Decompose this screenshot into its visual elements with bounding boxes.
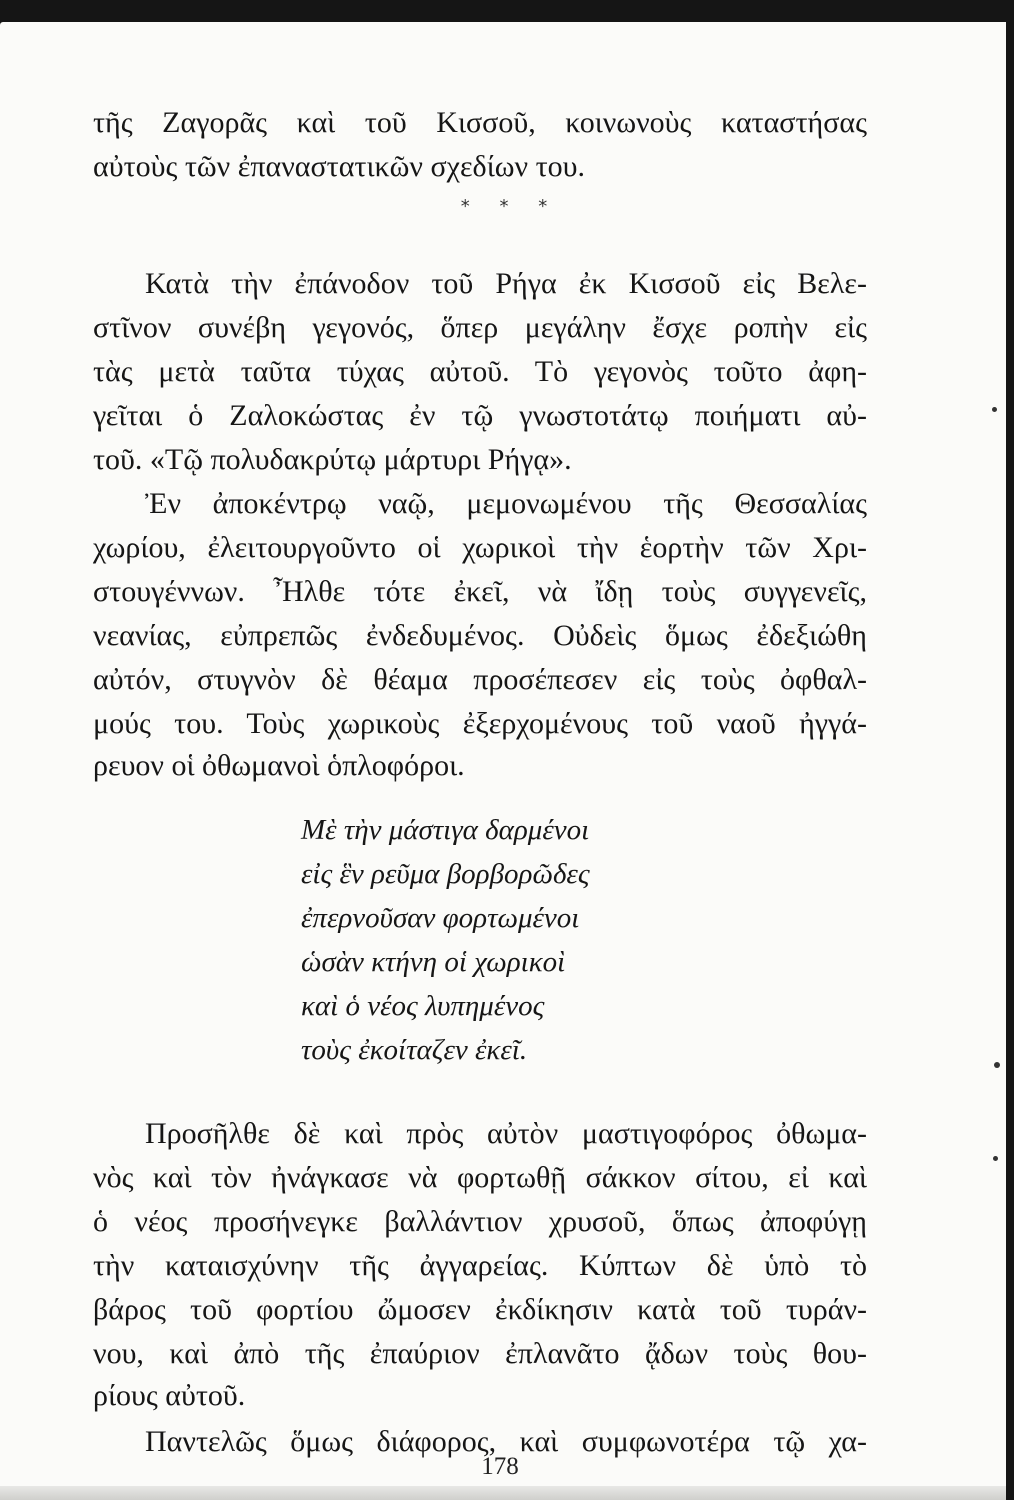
- poem-line: Μὲ τὴν μάστιγα δαρμένοι: [301, 814, 590, 846]
- text-line: ὁ νέος προσήνεγκε βαλλάντιον χρυσοῦ, ὅπως ἀποφύγῃ: [93, 1205, 867, 1238]
- section-separator: * * *: [460, 196, 560, 217]
- poem-line: ἐπερνοῦσαν φορτωμένοι: [301, 902, 580, 934]
- poem-line: ὡσὰν κτήνη οἱ χωρικοὶ: [301, 946, 566, 978]
- text-line: αὐτοὺς τῶν ἐπαναστατικῶν σχεδίων του.: [93, 150, 585, 183]
- text-line: Παντελῶς ὅμως διάφορος, καὶ συμφωνοτέρα τῷ χα-: [145, 1425, 867, 1458]
- page-edge: [0, 1486, 1006, 1500]
- text-line: τὴν καταισχύνην τῆς ἀγγαρείας. Κύπτων δὲ ὑπὸ τὸ: [93, 1249, 867, 1282]
- page-number: 178: [481, 1453, 519, 1480]
- book-page: [0, 22, 1006, 1500]
- poem-line: καὶ ὁ νέος λυπημένος: [301, 990, 545, 1022]
- poem-line: τοὺς ἐκοίταζεν ἐκεῖ.: [301, 1034, 528, 1066]
- text-line: μούς του. Τοὺς χωρικοὺς ἐξερχομένους τοῦ ναοῦ ἠγγά-: [93, 707, 867, 740]
- text-line: στουγέννων. Ἦλθε τότε ἐκεῖ, νὰ ἴδῃ τοὺς συγγενεῖς,: [93, 575, 867, 608]
- text-line: Κατὰ τὴν ἐπάνοδον τοῦ Ρήγα ἐκ Κισσοῦ εἰς Βελε-: [145, 267, 867, 300]
- text-line: Ἐν ἀποκέντρῳ ναῷ, μεμονωμένου τῆς Θεσσαλίας: [145, 487, 867, 520]
- text-line: τὰς μετὰ ταῦτα τύχας αὐτοῦ. Τὸ γεγονὸς τοῦτο ἀφη-: [93, 355, 867, 388]
- text-line: τῆς Ζαγορᾶς καὶ τοῦ Κισσοῦ, κοινωνοὺς καταστήσας: [93, 106, 867, 139]
- text-line: νου, καὶ ἀπὸ τῆς ἐπαύριον ἐπλανᾶτο ᾄδων τοὺς θου-: [93, 1337, 867, 1370]
- text-line: τοῦ. «Τῷ πολυδακρύτῳ μάρτυρι Ρήγᾳ».: [93, 443, 572, 476]
- text-line: αὐτόν, στυγνὸν δὲ θέαμα προσέπεσεν εἰς τοὺς ὀφθαλ-: [93, 663, 867, 696]
- text-line: Προσῆλθε δὲ καὶ πρὸς αὐτὸν μαστιγοφόρος ὀθωμα-: [145, 1117, 867, 1150]
- text-line: γεῖται ὁ Ζαλοκώστας ἐν τῷ γνωστοτάτῳ ποιήματι αὐ-: [93, 399, 867, 432]
- text-line: ρευον οἱ ὀθωμανοὶ ὁπλοφόροι.: [93, 749, 465, 782]
- text-line: νὸς καὶ τὸν ἠνάγκασε νὰ φορτωθῇ σάκκον σίτου, εἰ καὶ: [93, 1161, 867, 1194]
- scan-speck: [992, 407, 997, 412]
- scan-speck: [994, 1062, 1000, 1068]
- scan-speck: [993, 1156, 998, 1161]
- poem-line: εἰς ἓν ρεῦμα βορβορῶδες: [301, 858, 590, 890]
- text-line: χωρίου, ἐλειτουργοῦντο οἱ χωρικοὶ τὴν ἑορτὴν τῶν Χρι-: [93, 531, 867, 564]
- text-line: στῖνον συνέβη γεγονός, ὅπερ μεγάλην ἔσχε ροπὴν εἰς: [93, 311, 867, 344]
- text-line: ρίους αὐτοῦ.: [93, 1379, 246, 1412]
- text-line: νεανίας, εὐπρεπῶς ἐνδεδυμένος. Οὐδεὶς ὅμως ἐδεξιώθη: [93, 619, 867, 652]
- text-line: βάρος τοῦ φορτίου ὤμοσεν ἐκδίκησιν κατὰ τοῦ τυράν-: [93, 1293, 867, 1326]
